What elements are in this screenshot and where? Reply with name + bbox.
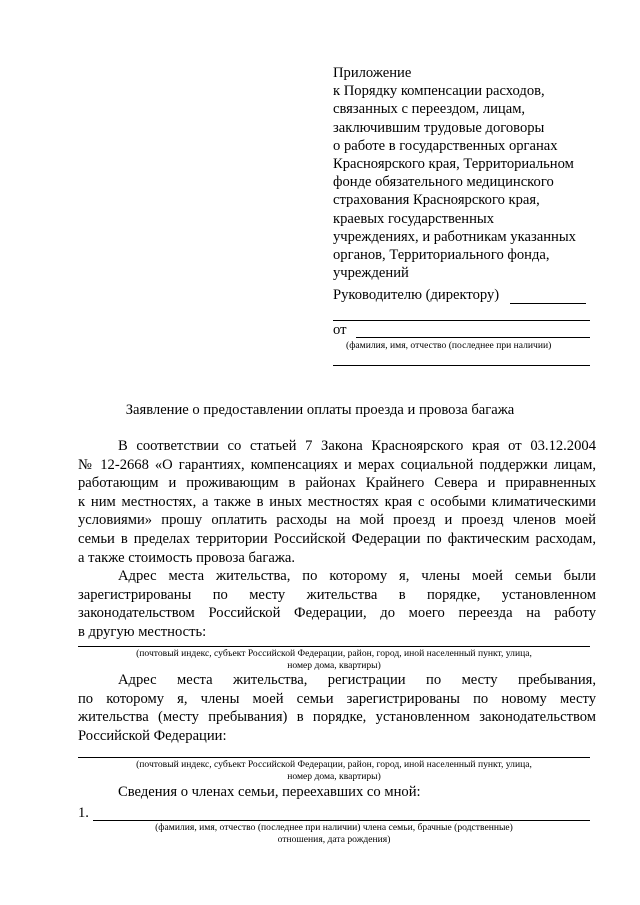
- appendix-line: учреждений: [333, 265, 409, 282]
- appendix-line: органов, Территориального фонда,: [333, 247, 550, 264]
- appendix-line: учреждениях, и работникам указанных: [333, 228, 576, 245]
- from-label: от: [333, 322, 347, 338]
- family-heading: Сведения о членах семьи, переехавших со мной:: [118, 784, 421, 800]
- text-line: В соответствии со статьей 7 Закона Красноярского края от 03.12.2004: [118, 438, 596, 454]
- text-line: семьи в пределах территории Российской Федерации по фактическим расходам,: [78, 530, 596, 547]
- family-member-field[interactable]: [93, 820, 590, 821]
- applicant-extra-line[interactable]: [333, 365, 590, 366]
- director-name-field[interactable]: [510, 303, 586, 304]
- appendix-line: о работе в государственных органах: [333, 137, 558, 154]
- text-line: по которому я, члены моей семьи зарегистрированы по новому месту: [78, 690, 596, 707]
- text-line: жительства (месту пребывания) в порядке, установленном законодательством: [78, 709, 596, 726]
- paragraph-request: [78, 437, 596, 567]
- text-line: работающим и проживающим в районах Крайнего Севера и приравненных: [78, 475, 596, 492]
- appendix-block: [333, 64, 625, 282]
- paragraph-new-address: [78, 671, 596, 745]
- document-title: Заявление о предоставлении оплаты проезда и провоза багажа: [125, 402, 515, 418]
- text-line: № 12-2668 «О гарантиях, компенсациях и мерах социальной поддержки лицам,: [78, 456, 596, 473]
- addressee-extra-line[interactable]: [333, 320, 590, 321]
- paragraph-old-address: [78, 567, 596, 641]
- old-address-caption: (почтовый индекс, субъект Российской Федерации, район, город, иной населенный пункт, улица, номер дома, квартиры): [136, 648, 532, 671]
- text-line: Российской Федерации:: [78, 727, 227, 744]
- text-line: законодательством Российской Федерации, до моего переезда на работу: [78, 605, 596, 622]
- text-line: зарегистрированы по месту жительства в порядке, установленном: [78, 586, 596, 603]
- appendix-line: страхования Красноярского края,: [333, 192, 540, 209]
- appendix-line: заключившим трудовые договоры: [333, 119, 545, 136]
- appendix-line: связанных с переездом, лицам,: [333, 101, 526, 118]
- family-item-number: 1.: [78, 805, 89, 821]
- addressee-to-label: Руководителю (директору): [333, 287, 500, 303]
- text-line: а также стоимость провоза багажа.: [78, 549, 296, 566]
- text-line: Адрес места жительства, по которому я, члены моей семьи были: [118, 568, 596, 584]
- text-line: в другую местность:: [78, 623, 207, 640]
- appendix-line: к Порядку компенсации расходов,: [333, 83, 545, 100]
- appendix-line: Красноярского края, Территориальном: [333, 156, 574, 173]
- text-line: к ним местностях, а также в иных местностях края с особыми климатическими: [78, 493, 596, 510]
- text-line: условиями» прошу оплатить расходы на мой проезд и проезд членов моей: [78, 512, 596, 529]
- from-caption: (фамилия, имя, отчество (последнее при наличии): [346, 340, 552, 351]
- new-address-field[interactable]: [78, 757, 590, 758]
- old-address-field[interactable]: [78, 646, 590, 647]
- text-line: Адрес места жительства, регистрации по месту пребывания,: [118, 672, 596, 688]
- appendix-line: фонде обязательного медицинского: [333, 174, 554, 191]
- applicant-name-field[interactable]: [356, 337, 590, 338]
- family-member-caption: (фамилия, имя, отчество (последнее при наличии) члена семьи, брачные (родственные) отношения, дата рождения): [155, 822, 513, 845]
- new-address-caption: (почтовый индекс, субъект Российской Федерации, район, город, иной населенный пункт, улица, номер дома, квартиры): [136, 759, 532, 782]
- appendix-line: краевых государственных: [333, 210, 494, 227]
- appendix-line: Приложение: [333, 65, 412, 81]
